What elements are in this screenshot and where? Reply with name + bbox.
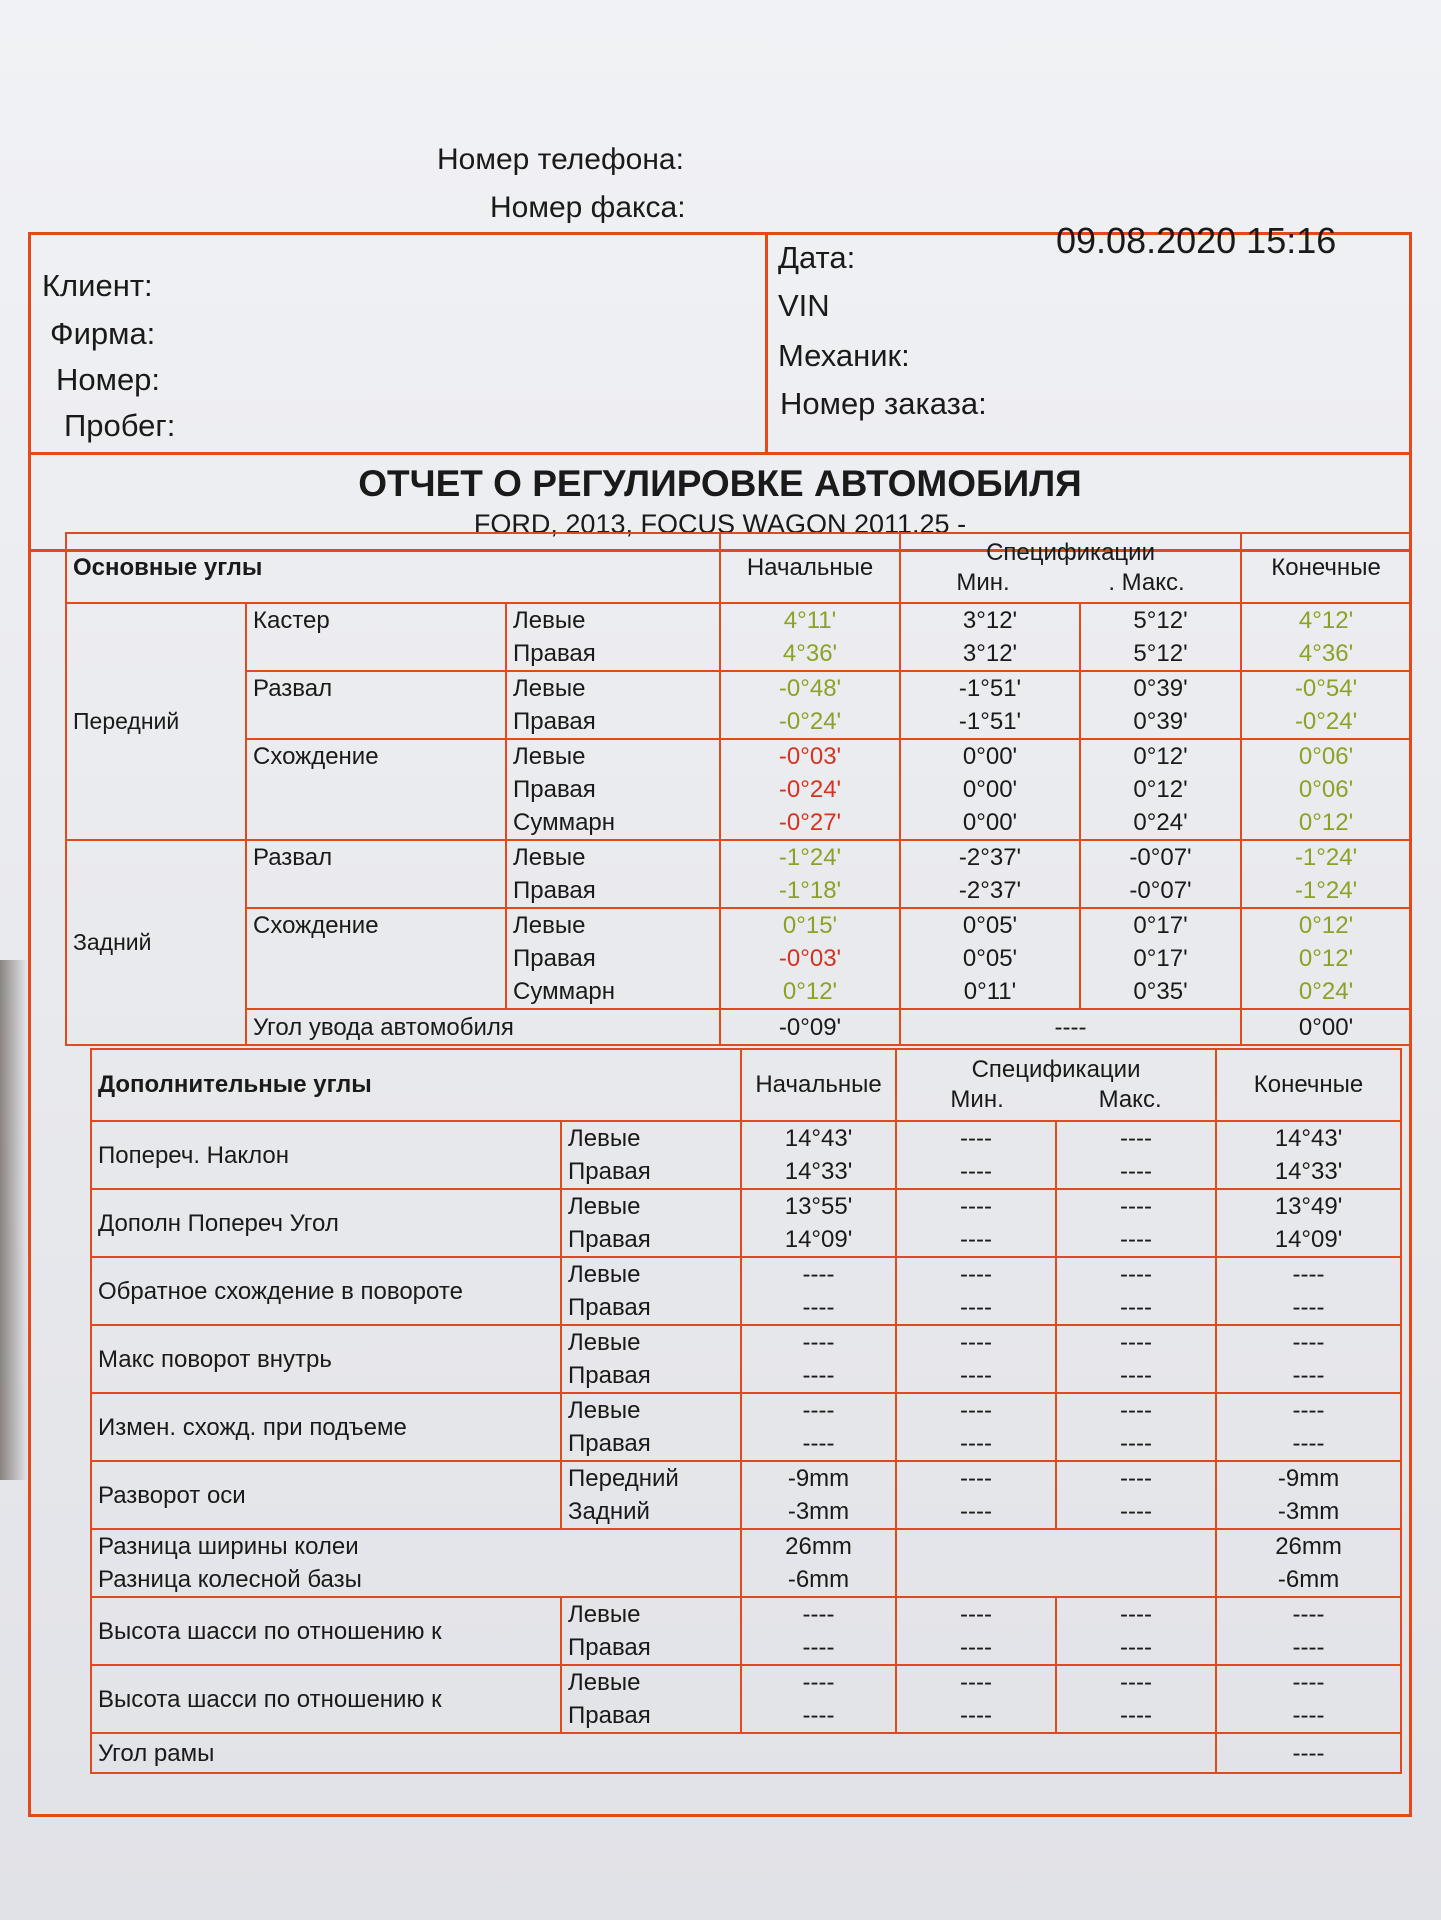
value: ---- — [960, 1702, 992, 1729]
col-min: Мин. — [956, 569, 1010, 596]
extra-row-final — [1216, 1461, 1401, 1529]
col-spec-label: Спецификации — [986, 539, 1155, 566]
value: -2°37' — [958, 844, 1022, 871]
value: -1°24' — [1294, 877, 1358, 904]
side-right: Правая — [568, 1294, 651, 1321]
extra-row-final — [1216, 1393, 1401, 1461]
front-camber-initial — [720, 671, 900, 739]
client-info — [28, 232, 768, 452]
value: ---- — [960, 1362, 992, 1389]
value: 0°00' — [962, 776, 1018, 803]
rear-toe-max — [1080, 908, 1241, 1009]
value: ---- — [1120, 1634, 1152, 1661]
side-right: Правая — [513, 708, 596, 735]
fax-label: Номер факса: — [490, 191, 686, 224]
caster-sides — [506, 603, 720, 671]
side-left: Левые — [568, 1397, 641, 1424]
value: ---- — [1120, 1193, 1152, 1220]
value: ---- — [960, 1498, 992, 1525]
extra-row-min — [896, 1393, 1056, 1461]
ride-height-2-min — [896, 1665, 1056, 1733]
extra-row-sides — [561, 1325, 741, 1393]
front-toe-sides — [506, 739, 720, 840]
firm-label: Фирма: — [50, 316, 156, 351]
value: ---- — [1120, 1261, 1152, 1288]
value: 0°35' — [1133, 978, 1188, 1005]
side-right: Правая — [513, 776, 596, 803]
rear-camber-sides — [506, 840, 720, 908]
caster-initial — [720, 603, 900, 671]
extra-col-initial: Начальные — [741, 1049, 896, 1121]
frame-angle-label: Угол рамы — [91, 1733, 1216, 1773]
value: 14°43' — [784, 1125, 853, 1152]
value: 14°33' — [1274, 1158, 1343, 1185]
col-final: Конечные — [1241, 533, 1411, 603]
extra-row-max — [1056, 1393, 1216, 1461]
value: 0°05' — [962, 945, 1018, 972]
extra-row-sides — [561, 1461, 741, 1529]
rear-toe-final — [1241, 908, 1411, 1009]
col-initial: Начальные — [720, 533, 900, 603]
caster-final — [1241, 603, 1411, 671]
extra-row-final — [1216, 1189, 1401, 1257]
value: ---- — [1120, 1702, 1152, 1729]
value: ---- — [960, 1634, 992, 1661]
value: -3mm — [787, 1498, 850, 1525]
value: -0°27' — [778, 809, 842, 836]
extra-col-min: Мин. — [950, 1086, 1004, 1113]
extra-row-max — [1056, 1189, 1216, 1257]
side-left: Левые — [513, 675, 586, 702]
value: ---- — [960, 1158, 992, 1185]
side-rear: Задний — [568, 1498, 650, 1525]
extra-row-min — [896, 1189, 1056, 1257]
ride-height-1-initial — [741, 1597, 896, 1665]
side-right: Правая — [568, 1158, 651, 1185]
value: 0°24' — [1133, 809, 1188, 836]
extra-row-label: Попереч. Наклон — [91, 1121, 561, 1189]
col-spec — [900, 533, 1241, 603]
value: ---- — [960, 1329, 992, 1356]
value: -1°18' — [778, 877, 842, 904]
value: ---- — [960, 1125, 992, 1152]
rear-toe-label: Схождение — [246, 908, 506, 1009]
hand-shadow — [0, 960, 28, 1480]
value: ---- — [960, 1601, 992, 1628]
mileage-label: Пробег: — [64, 408, 176, 443]
value: 0°39' — [1133, 708, 1188, 735]
value: ---- — [1292, 1362, 1325, 1389]
extra-row-initial — [741, 1393, 896, 1461]
track-wheelbase-labels — [91, 1529, 741, 1597]
value: 0°06' — [1298, 776, 1354, 803]
value: -1°51' — [958, 675, 1022, 702]
value: ---- — [802, 1601, 835, 1628]
frame-angle-final: ---- — [1216, 1733, 1401, 1773]
value: -0°07' — [1129, 844, 1192, 871]
value: 13°49' — [1274, 1193, 1343, 1220]
extra-row-label: Обратное схождение в повороте — [91, 1257, 561, 1325]
value: 3°12' — [962, 607, 1018, 634]
value: -0°48' — [778, 675, 842, 702]
vehicle-name: FORD, 2013, FOCUS WAGON 2011.25 - — [473, 509, 967, 539]
mechanic-label: Механик: — [778, 338, 910, 373]
side-front: Передний — [568, 1465, 679, 1492]
side-right: Правая — [568, 1634, 651, 1661]
value: -3mm — [1277, 1498, 1340, 1525]
value: 4°11' — [783, 607, 837, 634]
front-camber-final — [1241, 671, 1411, 739]
rear-camber-initial — [720, 840, 900, 908]
extra-row-min — [896, 1257, 1056, 1325]
value: 0°06' — [1298, 743, 1354, 770]
value: 3°12' — [962, 640, 1018, 667]
caster-label: Кастер — [246, 603, 506, 671]
value: ---- — [1292, 1294, 1325, 1321]
side-left: Левые — [568, 1601, 641, 1628]
value: ---- — [1120, 1226, 1152, 1253]
main-angles-table — [65, 532, 1412, 1046]
value: -0°07' — [1129, 877, 1192, 904]
value: 0°17' — [1133, 912, 1188, 939]
value: ---- — [1120, 1397, 1152, 1424]
extra-col-spec — [896, 1049, 1216, 1121]
value: ---- — [960, 1226, 992, 1253]
extra-row-initial — [741, 1257, 896, 1325]
value: ---- — [802, 1261, 835, 1288]
extra-row-max — [1056, 1257, 1216, 1325]
extra-row-label: Дополн Попереч Угол — [91, 1189, 561, 1257]
extra-angles-table — [90, 1048, 1402, 1774]
extra-col-max: Макс. — [1098, 1086, 1162, 1113]
value: 14°09' — [1274, 1226, 1343, 1253]
value: -0°24' — [778, 776, 842, 803]
value: -0°03' — [778, 945, 842, 972]
side-right: Правая — [568, 1226, 651, 1253]
side-left: Левые — [568, 1125, 641, 1152]
value: ---- — [1292, 1261, 1325, 1288]
vin-label: VIN — [778, 288, 830, 323]
value: 0°15' — [782, 912, 838, 939]
value: ---- — [1120, 1465, 1152, 1492]
value: 26mm — [1275, 1533, 1342, 1560]
value: 14°43' — [1274, 1125, 1343, 1152]
value: ---- — [802, 1329, 835, 1356]
front-toe-min — [900, 739, 1080, 840]
extra-row-initial — [741, 1461, 896, 1529]
extra-row-label: Макс поворот внутрь — [91, 1325, 561, 1393]
rear-camber-label: Развал — [246, 840, 506, 908]
side-left: Левые — [513, 844, 586, 871]
value: ---- — [1120, 1601, 1152, 1628]
track-wheelbase-final — [1216, 1529, 1401, 1597]
value: ---- — [802, 1702, 835, 1729]
value: 0°17' — [1133, 945, 1188, 972]
value: -0°24' — [778, 708, 842, 735]
extra-row-min — [896, 1461, 1056, 1529]
value: ---- — [802, 1430, 835, 1457]
front-toe-label: Схождение — [246, 739, 506, 840]
value: ---- — [1292, 1702, 1325, 1729]
value: -0°24' — [1294, 708, 1358, 735]
side-right: Правая — [513, 945, 596, 972]
value: 0°00' — [962, 809, 1018, 836]
side-left: Левые — [568, 1669, 641, 1696]
extra-col-final: Конечные — [1216, 1049, 1401, 1121]
value: 14°09' — [784, 1226, 853, 1253]
extra-row-min — [896, 1325, 1056, 1393]
extra-row-sides — [561, 1189, 741, 1257]
value: ---- — [960, 1669, 992, 1696]
rear-camber-max — [1080, 840, 1241, 908]
value: ---- — [802, 1397, 835, 1424]
track-wheelbase-spec — [896, 1529, 1216, 1597]
value: ---- — [1120, 1329, 1152, 1356]
value: ---- — [1292, 1329, 1325, 1356]
value: ---- — [802, 1634, 835, 1661]
ride-height-2-final — [1216, 1665, 1401, 1733]
ride-height-2-label: Высота шасси по отношению к — [91, 1665, 561, 1733]
value: -2°37' — [958, 877, 1022, 904]
value: ---- — [1292, 1601, 1325, 1628]
extra-row-sides — [561, 1665, 741, 1733]
value: ---- — [1120, 1158, 1152, 1185]
ride-height-1-min — [896, 1597, 1056, 1665]
side-left: Левые — [568, 1329, 641, 1356]
track-label: Разница ширины колеи — [98, 1533, 359, 1560]
value: 0°24' — [1298, 978, 1354, 1005]
ride-height-1-label: Высота шасси по отношению к — [91, 1597, 561, 1665]
side-left: Левые — [513, 607, 586, 634]
thrust-final: 0°00' — [1241, 1009, 1411, 1045]
rear-camber-final — [1241, 840, 1411, 908]
front-camber-label: Развал — [246, 671, 506, 739]
main-angles-title: Основные углы — [66, 533, 720, 603]
value: 0°12' — [1298, 945, 1354, 972]
order-info — [768, 232, 1412, 452]
value: -0°54' — [1294, 675, 1358, 702]
side-left: Левые — [568, 1261, 641, 1288]
value: -1°24' — [1294, 844, 1358, 871]
value: 0°12' — [1298, 912, 1354, 939]
value: 0°11' — [963, 978, 1017, 1005]
value: 0°12' — [1298, 809, 1354, 836]
extra-row-sides — [561, 1121, 741, 1189]
value: 5°12' — [1133, 607, 1188, 634]
extra-row-sides — [561, 1257, 741, 1325]
number-label: Номер: — [56, 362, 161, 397]
thrust-spec: ---- — [900, 1009, 1241, 1045]
value: ---- — [960, 1397, 992, 1424]
extra-row-max — [1056, 1121, 1216, 1189]
value: -9mm — [787, 1465, 850, 1492]
ride-height-1-max — [1056, 1597, 1216, 1665]
value: ---- — [960, 1261, 992, 1288]
value: -0°03' — [778, 743, 842, 770]
value: 4°36' — [782, 640, 838, 667]
front-camber-min — [900, 671, 1080, 739]
value: ---- — [960, 1193, 992, 1220]
extra-row-initial — [741, 1189, 896, 1257]
front-camber-sides — [506, 671, 720, 739]
front-axle-label: Передний — [66, 603, 246, 840]
rear-toe-sides — [506, 908, 720, 1009]
extra-row-final — [1216, 1325, 1401, 1393]
front-camber-max — [1080, 671, 1241, 739]
value: 0°12' — [1133, 743, 1188, 770]
value: ---- — [1120, 1125, 1152, 1152]
client-label: Клиент: — [42, 268, 153, 303]
rear-axle-label: Задний — [66, 840, 246, 1045]
rear-toe-initial — [720, 908, 900, 1009]
ride-height-2-initial — [741, 1665, 896, 1733]
value: -6mm — [1277, 1566, 1340, 1593]
extra-row-sides — [561, 1597, 741, 1665]
value: -6mm — [787, 1566, 850, 1593]
side-right: Правая — [513, 877, 596, 904]
value: ---- — [1120, 1498, 1152, 1525]
side-left: Левые — [513, 743, 586, 770]
value: 5°12' — [1133, 640, 1188, 667]
value: ---- — [1292, 1397, 1325, 1424]
rear-toe-min — [900, 908, 1080, 1009]
value: ---- — [802, 1294, 835, 1321]
value: ---- — [1292, 1430, 1325, 1457]
value: -1°24' — [778, 844, 842, 871]
extra-row-initial — [741, 1325, 896, 1393]
extra-row-final — [1216, 1121, 1401, 1189]
extra-row-min — [896, 1121, 1056, 1189]
side-left: Левые — [513, 912, 586, 939]
value: 26mm — [785, 1533, 852, 1560]
side-total: Суммарн — [513, 809, 616, 836]
report-title: ОТЧЕТ О РЕГУЛИРОВКЕ АВТОМОБИЛЯ — [358, 463, 1082, 504]
value: ---- — [1120, 1669, 1152, 1696]
extra-col-spec-label: Спецификации — [971, 1056, 1141, 1083]
extra-row-max — [1056, 1325, 1216, 1393]
extra-row-initial — [741, 1121, 896, 1189]
front-toe-max — [1080, 739, 1241, 840]
extra-row-sides — [561, 1393, 741, 1461]
phone-label: Номер телефона: — [437, 143, 684, 176]
wheelbase-label: Разница колесной базы — [98, 1566, 362, 1593]
caster-max — [1080, 603, 1241, 671]
front-toe-final — [1241, 739, 1411, 840]
value: ---- — [802, 1669, 835, 1696]
track-wheelbase-initial — [741, 1529, 896, 1597]
extra-angles-title: Дополнительные углы — [91, 1049, 741, 1121]
value: ---- — [802, 1362, 835, 1389]
side-right: Правая — [568, 1362, 651, 1389]
value: 4°12' — [1298, 607, 1354, 634]
extra-row-max — [1056, 1461, 1216, 1529]
side-right: Правая — [513, 640, 596, 667]
rear-camber-min — [900, 840, 1080, 908]
thrust-initial: -0°09' — [720, 1009, 900, 1045]
value: 0°00' — [962, 743, 1018, 770]
extra-row-final — [1216, 1257, 1401, 1325]
date-label: Дата: — [778, 240, 856, 275]
value: ---- — [1292, 1634, 1325, 1661]
value: 0°12' — [1133, 776, 1188, 803]
value: ---- — [1120, 1294, 1152, 1321]
date-value: 09.08.2020 15:16 — [1056, 220, 1337, 261]
ride-height-1-final — [1216, 1597, 1401, 1665]
side-left: Левые — [568, 1193, 641, 1220]
value: 0°12' — [782, 978, 838, 1005]
side-right: Правая — [568, 1430, 651, 1457]
value: 13°55' — [784, 1193, 853, 1220]
ride-height-2-max — [1056, 1665, 1216, 1733]
thrust-angle-label: Угол увода автомобиля — [246, 1009, 720, 1045]
value: ---- — [960, 1430, 992, 1457]
value: 0°05' — [962, 912, 1018, 939]
value: 0°39' — [1133, 675, 1188, 702]
value: ---- — [960, 1294, 992, 1321]
value: -9mm — [1277, 1465, 1340, 1492]
col-max: . Макс. — [1108, 569, 1185, 596]
value: ---- — [1292, 1669, 1325, 1696]
value: ---- — [1120, 1430, 1152, 1457]
value: -1°51' — [958, 708, 1022, 735]
caster-min — [900, 603, 1080, 671]
value: ---- — [1120, 1362, 1152, 1389]
extra-row-label: Разворот оси — [91, 1461, 561, 1529]
value: 4°36' — [1298, 640, 1354, 667]
extra-row-label: Измен. схожд. при подъеме — [91, 1393, 561, 1461]
front-toe-initial — [720, 739, 900, 840]
value: 14°33' — [784, 1158, 853, 1185]
value: ---- — [960, 1465, 992, 1492]
side-total: Суммарн — [513, 978, 616, 1005]
order-label: Номер заказа: — [780, 386, 987, 421]
side-right: Правая — [568, 1702, 651, 1729]
